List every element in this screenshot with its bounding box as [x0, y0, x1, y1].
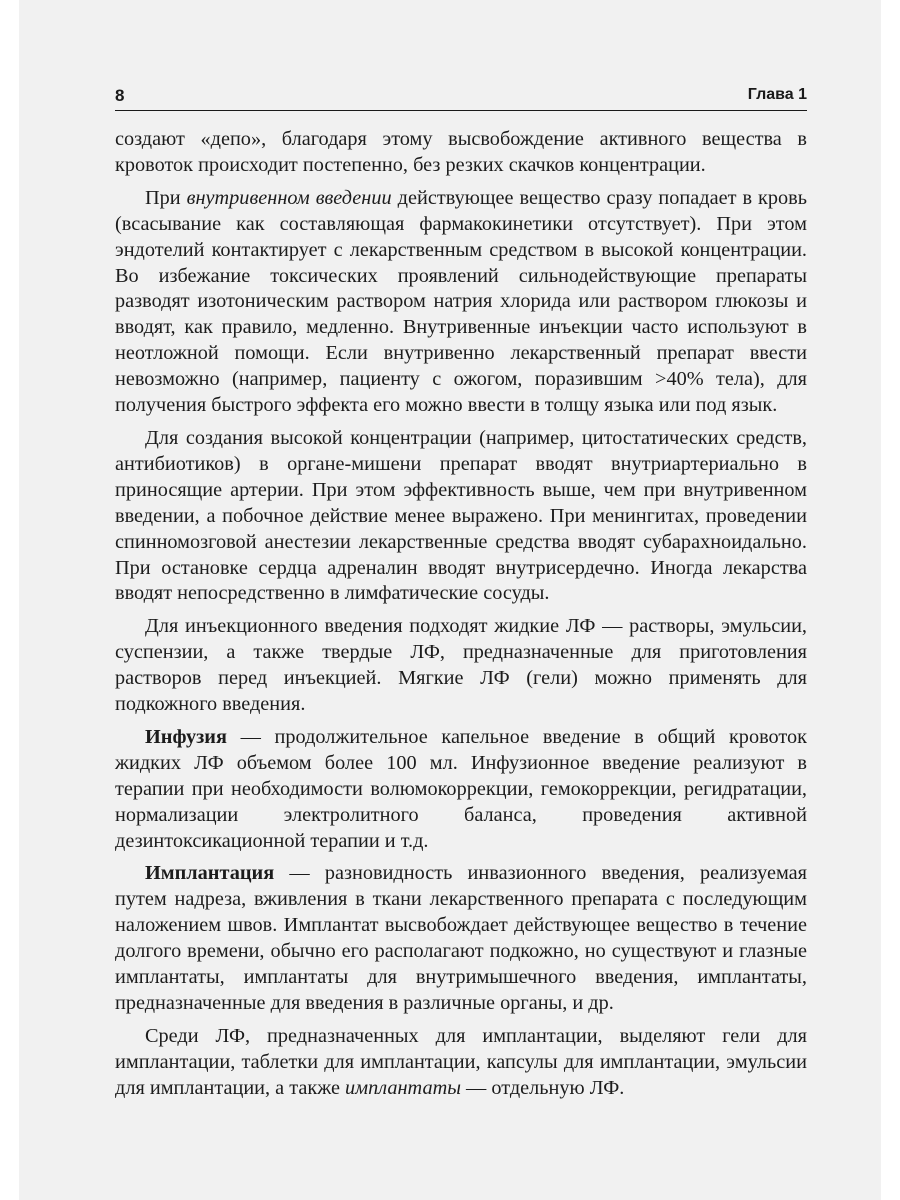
- paragraph-text: Для создания высокой концентрации (например, цитостатических средств, антибиотиков) в органе-мишени препарат вводят внутриартериально в приносящие артерии. При этом эффективность выше, чем при внутривенном введении, а побочное действие менее выражено. При менингитах, проведении спинномозговой анестезии лекарственные средства вводят субарахноидально. При остановке сердца адреналин вводят внутрисердечно. Иногда лекарства вводят непосредственно в лимфатические сосуды.: [115, 426, 807, 605]
- paragraph-text: — разновидность инвазионного введения, реализуемая путем надреза, вживления в ткани лекарственного препарата с последующим наложением швов. Имплантат высвобождает действующее вещество в течение долгого времени, обычно его располагают подкожно, но существуют и глазные имплантаты, имплантаты для внутримышечного введения, имплантаты, предназначенные для введения в различные органы, и др.: [115, 862, 807, 1014]
- page-number: 8: [115, 86, 125, 105]
- paragraph-text: При: [145, 186, 187, 209]
- bold-term: Имплантация: [145, 862, 275, 885]
- body-text: [115, 127, 807, 1109]
- paragraph-1: [115, 127, 807, 179]
- chapter-title: Глава 1: [747, 86, 807, 103]
- paragraph-text: — продолжительное капельное введение в общий кровоток жидких ЛФ объемом более 100 мл. Инфузионное введение реализуют в терапии при необходимости волюмокоррекции, гемокоррекции, регидратации, нормализации электролитного баланса, проведения активной дезинтоксикационной терапии и т.д.: [115, 725, 807, 852]
- bold-term: Инфузия: [145, 725, 227, 748]
- paragraph-3: [115, 426, 807, 607]
- paragraph-text: — отдельную ЛФ.: [460, 1076, 625, 1099]
- italic-term: внутривенном введении: [186, 186, 392, 209]
- paragraph-2: [115, 186, 807, 419]
- paragraph-5: [115, 725, 807, 855]
- paragraph-text: Среди ЛФ, предназначенных для имплантации, выделяют гели для имплантации, таблетки для имплантации, капсулы для имплантации, эмульсии для имплантации, а также: [115, 1024, 807, 1099]
- italic-term: имплантаты: [345, 1076, 461, 1099]
- paragraph-text: создают «депо», благодаря этому высвобождение активного вещества в кровоток происходит постепенно, без резких скачков концентрации.: [115, 128, 807, 176]
- paragraph-text: Для инъекционного введения подходят жидкие ЛФ — растворы, эмульсии, суспензии, а также твердые ЛФ, предназначенные для приготовления растворов перед инъекцией. Мягкие ЛФ (гели) можно применять для подкожного введения.: [115, 615, 807, 716]
- running-header: [115, 84, 807, 111]
- paragraph-4: [115, 614, 807, 718]
- paragraph-6: [115, 861, 807, 1016]
- paragraph-7: [115, 1024, 807, 1102]
- paragraph-text: действующее вещество сразу попадает в кровь (всасывание как составляющая фармакокинетики отсутствует). При этом эндотелий контактирует с лекарственным средством в высокой концентрации. Во избежание токсических проявлений сильнодействующие препараты разводят изотоническим раствором натрия хлорида или раствором глюкозы и вводят, как правило, медленно. Внутривенные инъекции часто используют в неотложной помощи. Если внутривенно лекарственный препарат ввести невозможно (например, пациенту с ожогом, поразившим >40% тела), для получения быстрого эффекта его можно ввести в толщу языка или под язык.: [115, 186, 807, 417]
